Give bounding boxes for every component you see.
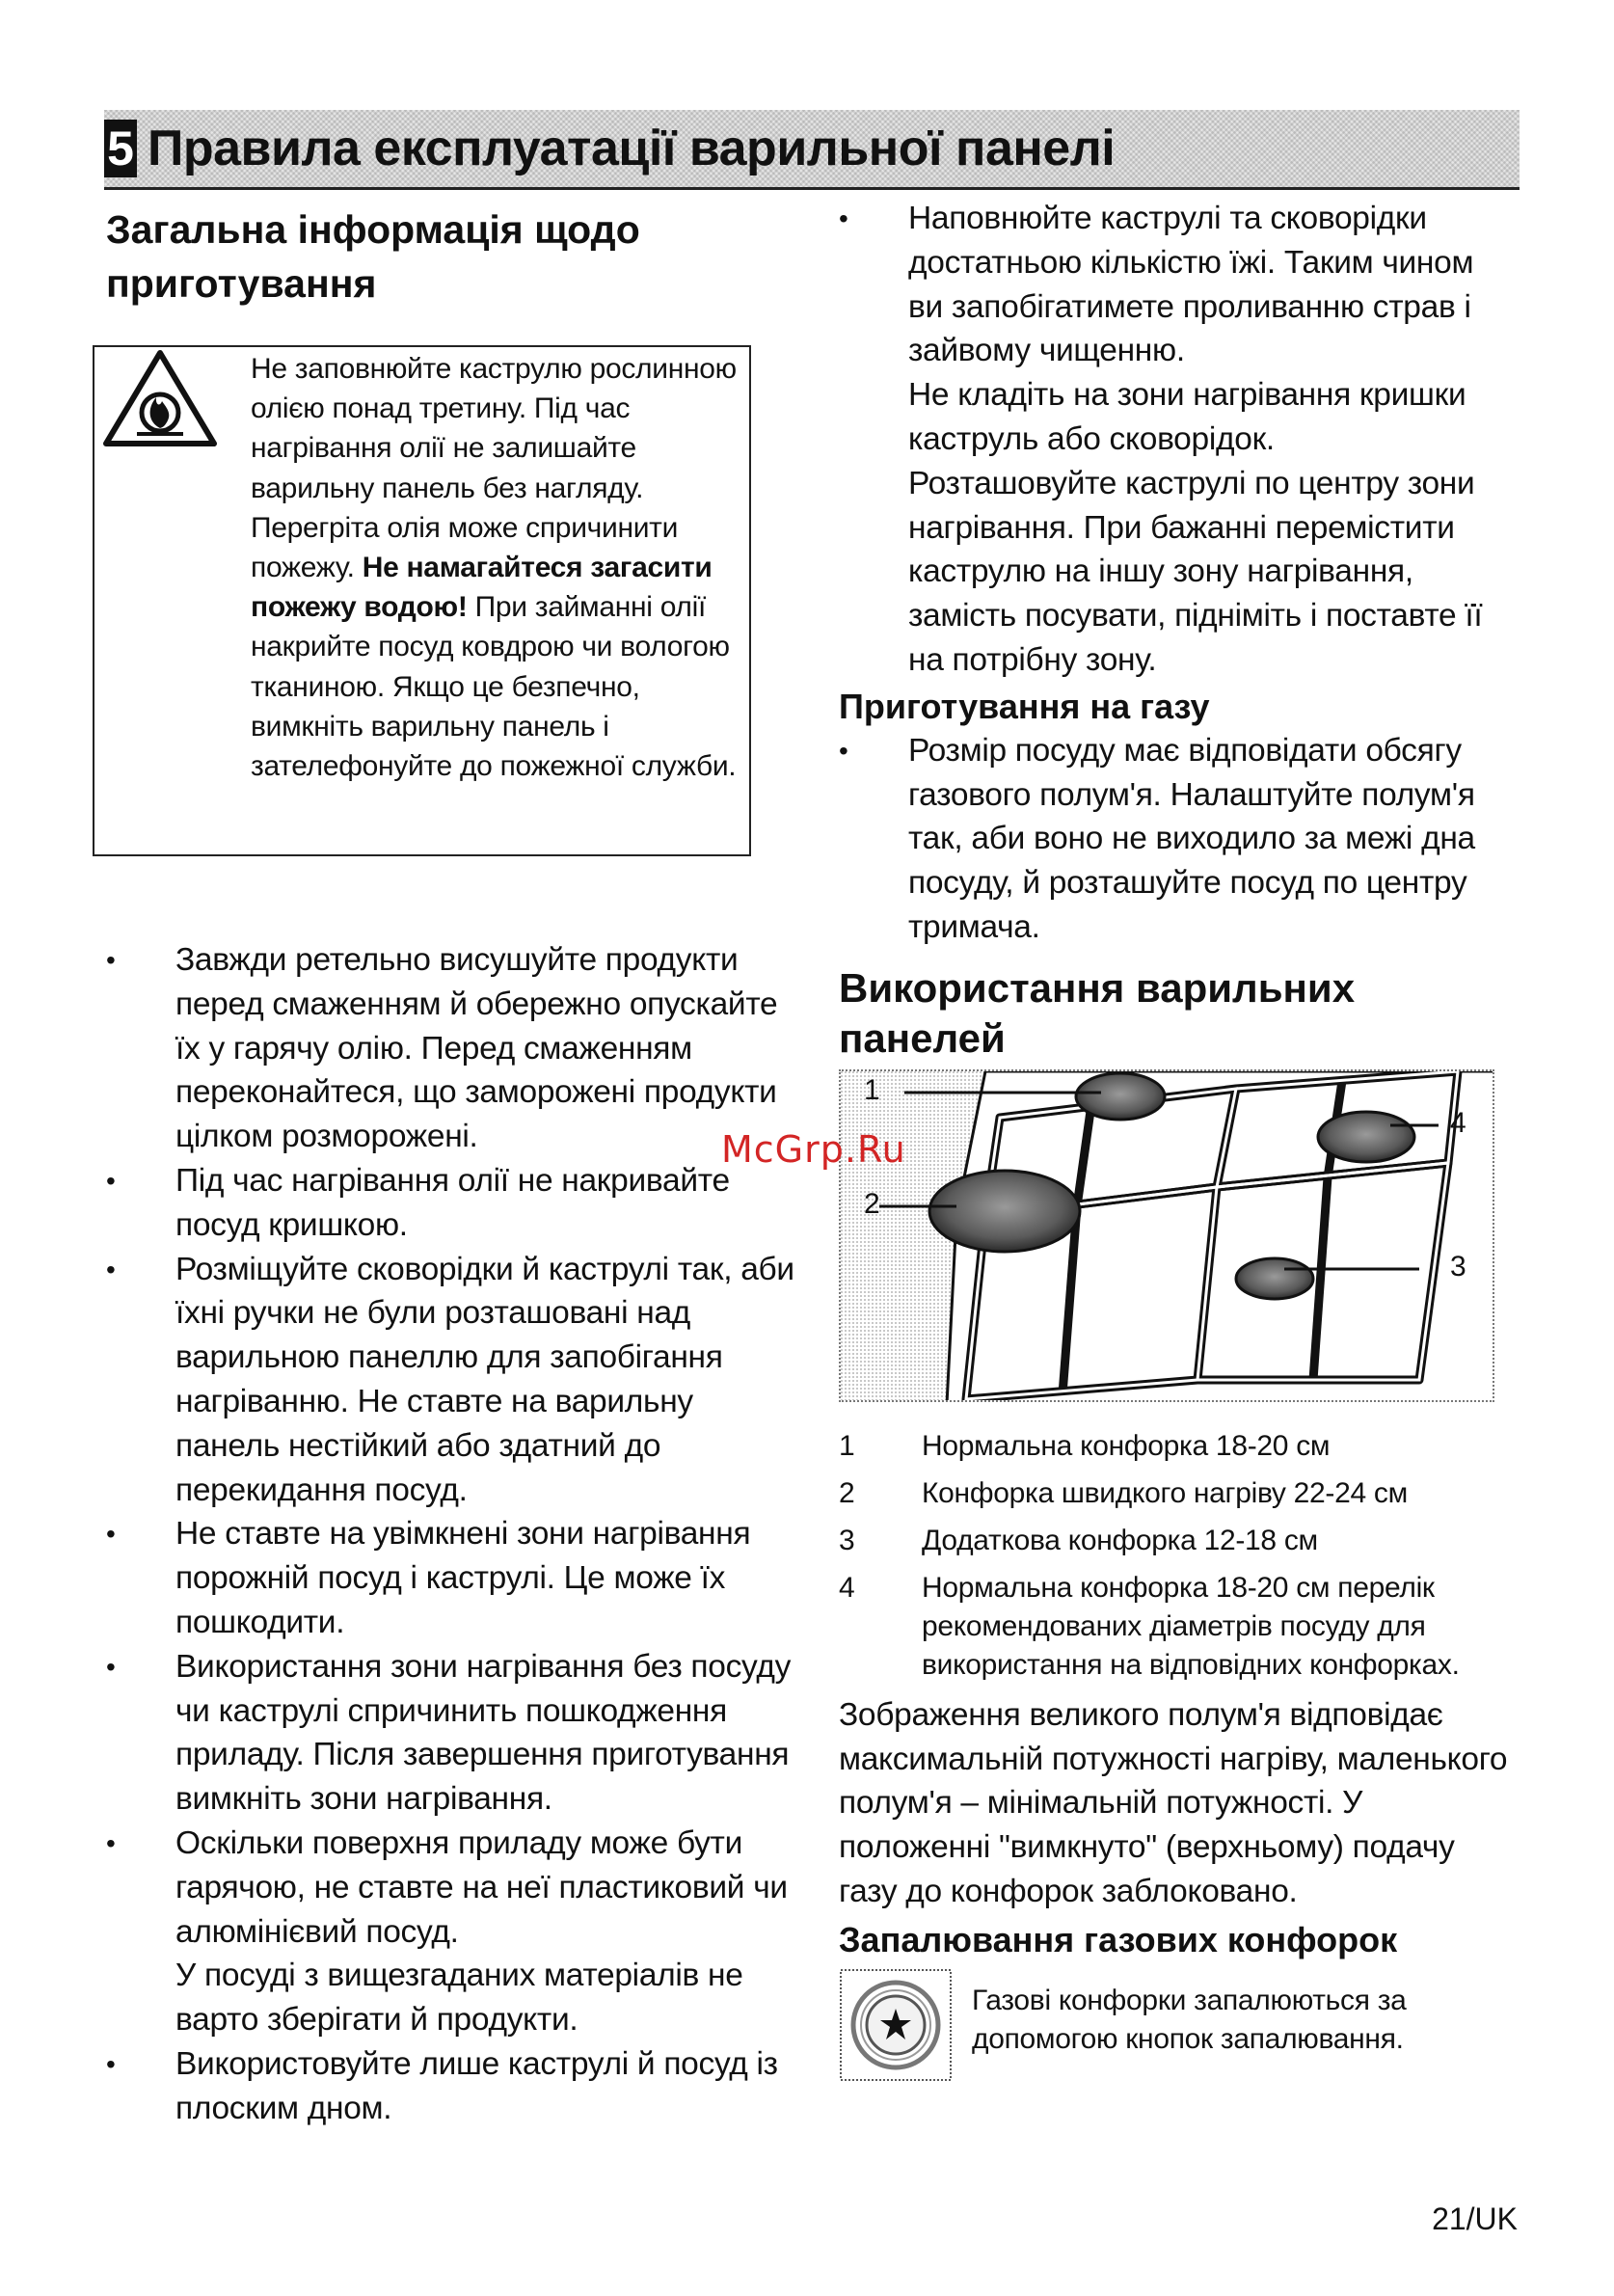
list-item: • Розміщуйте сковорідки й каструлі так, аби їхні ручки не були розташовані над варильною панеллю для запобігання нагріванню. Не ставте на варильну панель нестійкий або здатний до перекидання посуд. xyxy=(106,1248,800,1513)
burner-legend-list xyxy=(839,1427,1514,1685)
legend-number: 1 xyxy=(839,1429,855,1462)
watermark: McGrp.Ru xyxy=(721,1128,906,1171)
warning-bold-text: Не намагайтеся загасити пожежу водою! xyxy=(251,552,713,624)
general-info-heading: Загальна інформація щодо приготування xyxy=(106,207,640,306)
section-title: Правила експлуатації варильної панелі xyxy=(148,121,1116,176)
list-item: • Використання зони нагрівання без посуду чи каструлі спричинить пошкодження приладу. Після завершення приготування вимкніть зони нагрівання. xyxy=(106,1645,800,1822)
figure-label-1: 1 xyxy=(864,1073,880,1106)
legend-number: 3 xyxy=(839,1524,855,1556)
ignition-button-icon xyxy=(839,1968,953,2082)
flame-paragraph: Зображення великого полум'я відповідає максимальній потужності нагріву, маленького полум'я – мінімальній потужності. У положенні "вимкнуто" (верхньому) подачу газу до конфорок заблоковано. xyxy=(839,1696,1508,1909)
gas-cooking-heading: Приготування на газу xyxy=(839,686,1210,726)
fire-warning-text xyxy=(251,349,742,786)
left-column xyxy=(106,203,794,2126)
ignition-text: Газові конфорки запалюються за допомогою кнопок запалювання. xyxy=(972,1984,1407,2055)
ignition-heading: Запалювання газових конфорок xyxy=(839,1919,1398,1959)
list-item xyxy=(106,1822,800,2042)
legend-row xyxy=(839,1474,1514,1513)
right-bullet-list xyxy=(839,197,1514,683)
list-item: • Використовуйте лише каструлі й посуд із плоским дном. xyxy=(106,2042,800,2131)
list-item-line: Не кладіть на зони нагрівання кришки каструль або сковорідок. xyxy=(908,377,1466,457)
warning-text-1: Не заповнюйте каструлю рослинною олією понад третину. Під час нагрівання олії не залишайте варильну панель без нагляду. Перегріта олія може спричинити пожежу. xyxy=(251,353,737,584)
section-header xyxy=(104,110,1520,190)
legend-number: 2 xyxy=(839,1476,855,1509)
legend-text: Нормальна конфорка 18-20 см перелік рекомендованих діаметрів посуду для використання на відповідних конфорках. xyxy=(922,1571,1460,1681)
legend-text: Додаткова конфорка 12-18 см xyxy=(922,1524,1318,1556)
list-item-extra: У посуді з вищезгаданих матеріалів не варто зберігати й продукти. xyxy=(175,1958,743,2039)
legend-row xyxy=(839,1427,1514,1466)
list-item-text: Оскільки поверхня приладу може бути гарячою, не ставте на неї пластиковий чи алюмінієвий посуд. xyxy=(175,1824,788,1950)
hob-diagram xyxy=(839,1069,1494,1402)
legend-row xyxy=(839,1569,1514,1685)
warning-text-2: При займанні олії накрийте посуд ковдрою чи вологою тканиною. Якщо це безпечно, вимкніть варильну панель і зателефонуйте до пожежної служби. xyxy=(251,591,737,783)
gas-bullet-list xyxy=(839,729,1514,950)
section-number: 5 xyxy=(104,120,137,177)
legend-text: Конфорка швидкого нагріву 22-24 см xyxy=(922,1476,1408,1509)
fire-hazard-icon xyxy=(102,347,218,468)
list-item: • Не ставте на увімкнені зони нагрівання порожній посуд і каструлі. Це може їх пошкодити. xyxy=(106,1512,800,1644)
ignition-block xyxy=(839,1968,1514,2082)
list-item: • Розмір посуду має відповідати обсягу газового полум'я. Налаштуйте полум'я так, аби воно не виходило за межі дна посуду, й розташуйте посуд по центру тримача. xyxy=(839,729,1514,950)
legend-text: Нормальна конфорка 18-20 см xyxy=(922,1429,1331,1462)
list-item: • Завжди ретельно висушуйте продукти перед смаженням й обережно опускайте їх у гарячу олію. Перед смаженням переконайтеся, що заморожені продукти цілком розморожені. xyxy=(106,938,800,1159)
left-bullet-list xyxy=(106,938,800,2131)
legend-row xyxy=(839,1522,1514,1560)
hob-illustration xyxy=(841,1071,1494,1402)
page-number: 21/UK xyxy=(1432,2201,1518,2236)
figure-label-3: 3 xyxy=(1450,1250,1466,1283)
list-item xyxy=(839,197,1514,683)
fire-warning-box xyxy=(93,345,751,856)
right-column xyxy=(839,197,1514,2082)
list-item: • Під час нагрівання олії не накривайте посуд кришкою. xyxy=(106,1159,800,1248)
list-item-line: Наповнюйте каструлі та сковорідки достатньою кількістю їжі. Таким чином ви запобігатимете проливанню страв і зайвому чищенню. xyxy=(908,201,1474,369)
figure-label-2: 2 xyxy=(864,1187,880,1220)
figure-label-4: 4 xyxy=(1450,1106,1466,1139)
hob-usage-heading: Використання варильних панелей xyxy=(839,964,1356,1061)
legend-number: 4 xyxy=(839,1571,855,1604)
list-item-line: Розташовуйте каструлі по центру зони нагрівання. При бажанні перемістити каструлю на іншу зону нагрівання, замість посувати, підніміть і поставте її на потрібну зону. xyxy=(908,465,1483,678)
